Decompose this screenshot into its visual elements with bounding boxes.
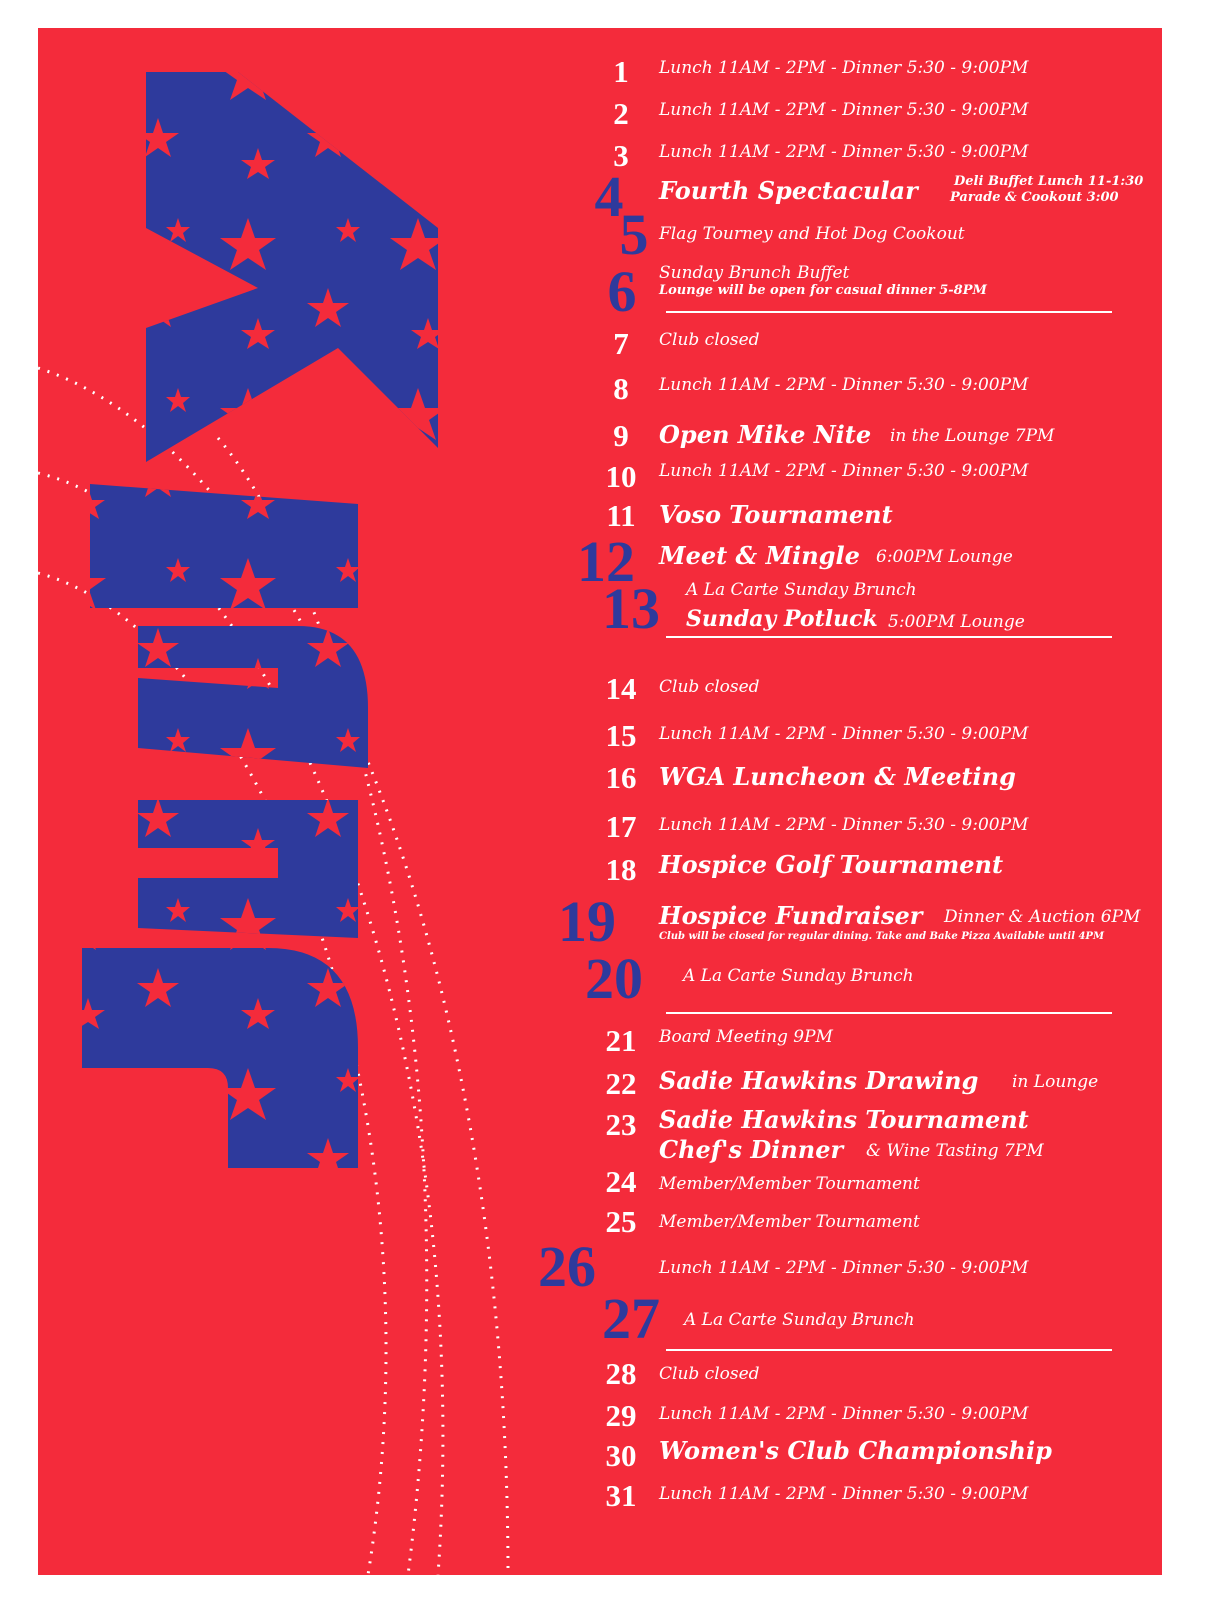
event-note: Club will be closed for regular dining. Take and Bake Pizza Available until 4PM bbox=[659, 931, 1105, 942]
title-letters bbox=[82, 72, 438, 1168]
day-number: 10 bbox=[605, 459, 637, 494]
event-title: Fourth Spectacular bbox=[659, 176, 918, 205]
day-number: 9 bbox=[613, 418, 629, 453]
day-text: Lunch 11AM - 2PM - Dinner 5:30 - 9:00PM bbox=[659, 1258, 1029, 1278]
day-row bbox=[38, 1023, 1162, 1058]
day-number: 21 bbox=[605, 1023, 637, 1058]
day-number: 12 bbox=[577, 529, 635, 594]
day-row bbox=[38, 138, 1162, 173]
day-row bbox=[38, 459, 1162, 494]
day-row bbox=[38, 1164, 1162, 1199]
day-number: 29 bbox=[605, 1398, 637, 1433]
day-row bbox=[38, 809, 1162, 844]
day-row bbox=[38, 718, 1162, 753]
day-number: 30 bbox=[605, 1438, 637, 1473]
day-text: Flag Tourney and Hot Dog Cookout bbox=[659, 224, 965, 244]
event-title: WGA Luncheon & Meeting bbox=[659, 762, 1016, 791]
event-detail: in Lounge bbox=[1012, 1072, 1099, 1092]
day-row bbox=[38, 1066, 1162, 1101]
day-row bbox=[38, 1398, 1162, 1433]
day-number: 19 bbox=[558, 889, 616, 954]
event-detail: Dinner & Auction 6PM bbox=[944, 907, 1141, 927]
day-row bbox=[38, 576, 1162, 641]
day-number: 20 bbox=[585, 946, 643, 1011]
day-text: A La Carte Sunday Brunch bbox=[686, 580, 917, 600]
day-row bbox=[38, 96, 1162, 131]
week-separator bbox=[666, 1012, 1112, 1014]
day-number: 28 bbox=[605, 1356, 637, 1391]
day-text: Lunch 11AM - 2PM - Dinner 5:30 - 9:00PM bbox=[659, 58, 1029, 78]
day-number: 17 bbox=[605, 809, 637, 844]
day-text: Lunch 11AM - 2PM - Dinner 5:30 - 9:00PM bbox=[659, 815, 1029, 835]
day-number: 18 bbox=[605, 852, 637, 887]
day-text: Lunch 11AM - 2PM - Dinner 5:30 - 9:00PM bbox=[659, 461, 1029, 481]
event-note: Deli Buffet Lunch 11-1:30 bbox=[954, 174, 1144, 189]
event-title: Meet & Mingle bbox=[659, 541, 860, 570]
day-row bbox=[38, 1105, 1162, 1164]
day-number: 1 bbox=[613, 54, 629, 89]
day-number: 23 bbox=[605, 1107, 637, 1142]
day-number: 25 bbox=[605, 1204, 637, 1239]
day-number: 11 bbox=[606, 498, 636, 533]
day-text: Member/Member Tournament bbox=[659, 1174, 920, 1194]
day-number: 5 bbox=[619, 202, 649, 267]
day-number: 16 bbox=[605, 760, 637, 795]
day-number: 15 bbox=[605, 718, 637, 753]
event-title: Sadie Hawkins Drawing bbox=[659, 1066, 979, 1095]
event-note: Parade & Cookout 3:00 bbox=[950, 190, 1119, 205]
day-row bbox=[38, 946, 1162, 1011]
event-title: Hospice Golf Tournament bbox=[659, 850, 1004, 879]
day-text: Lunch 11AM - 2PM - Dinner 5:30 - 9:00PM bbox=[659, 142, 1029, 162]
day-text: Club closed bbox=[659, 1364, 760, 1384]
day-row bbox=[38, 498, 1162, 533]
day-number: 14 bbox=[605, 671, 637, 706]
day-row bbox=[38, 371, 1162, 406]
day-text: Lunch 11AM - 2PM - Dinner 5:30 - 9:00PM bbox=[659, 375, 1029, 395]
day-text: Lunch 11AM - 2PM - Dinner 5:30 - 9:00PM bbox=[659, 724, 1029, 744]
day-row bbox=[38, 889, 1162, 954]
day-text: Club closed bbox=[659, 677, 760, 697]
day-number: 24 bbox=[605, 1164, 637, 1199]
day-row bbox=[38, 1436, 1162, 1473]
day-row bbox=[38, 54, 1162, 89]
day-text: Lunch 11AM - 2PM - Dinner 5:30 - 9:00PM bbox=[659, 1404, 1029, 1424]
day-number: 8 bbox=[613, 371, 629, 406]
event-title: Women's Club Championship bbox=[659, 1436, 1052, 1465]
day-row bbox=[38, 1286, 1162, 1351]
day-row bbox=[38, 418, 1162, 453]
day-row bbox=[38, 850, 1162, 887]
week-separator bbox=[666, 636, 1112, 638]
event-title: Sunday Potluck bbox=[686, 606, 878, 632]
day-number: 3 bbox=[613, 138, 629, 173]
event-title: Chef's Dinner bbox=[659, 1135, 844, 1164]
event-note: Lounge will be open for casual dinner 5-8PM bbox=[659, 283, 987, 298]
day-text: A La Carte Sunday Brunch bbox=[683, 966, 914, 986]
day-row bbox=[38, 164, 1162, 229]
day-row bbox=[38, 326, 1162, 361]
day-row bbox=[38, 202, 1162, 267]
day-number: 13 bbox=[602, 576, 660, 641]
event-title: Voso Tournament bbox=[659, 500, 893, 529]
week-separator bbox=[666, 311, 1112, 313]
day-number: 4 bbox=[594, 164, 624, 229]
event-detail: in the Lounge 7PM bbox=[890, 426, 1055, 446]
day-text: A La Carte Sunday Brunch bbox=[684, 1310, 915, 1330]
day-number: 26 bbox=[538, 1234, 596, 1299]
day-row bbox=[38, 259, 1162, 324]
day-text: Lunch 11AM - 2PM - Dinner 5:30 - 9:00PM bbox=[659, 1484, 1029, 1504]
event-title: Hospice Fundraiser bbox=[659, 901, 923, 930]
day-row bbox=[38, 1356, 1162, 1391]
day-row bbox=[38, 671, 1162, 706]
day-number: 27 bbox=[602, 1286, 660, 1351]
day-text: Club closed bbox=[659, 330, 760, 350]
event-detail: 6:00PM Lounge bbox=[876, 547, 1013, 567]
day-text: Lunch 11AM - 2PM - Dinner 5:30 - 9:00PM bbox=[659, 100, 1029, 120]
day-text: Member/Member Tournament bbox=[659, 1212, 920, 1232]
day-number: 22 bbox=[605, 1066, 637, 1101]
event-title: Sadie Hawkins Tournament bbox=[659, 1105, 1029, 1134]
poster bbox=[38, 28, 1162, 1575]
event-title: Open Mike Nite bbox=[659, 420, 872, 449]
day-text: Sunday Brunch Buffet bbox=[659, 263, 850, 283]
week-separator bbox=[666, 1349, 1112, 1351]
day-row bbox=[38, 1478, 1162, 1513]
day-number: 6 bbox=[607, 259, 637, 324]
day-row bbox=[38, 1234, 1162, 1299]
event-detail: & Wine Tasting 7PM bbox=[866, 1141, 1044, 1161]
day-number: 7 bbox=[613, 326, 629, 361]
day-row bbox=[38, 1204, 1162, 1239]
day-row bbox=[38, 760, 1162, 795]
event-detail: 5:00PM Lounge bbox=[888, 612, 1025, 632]
day-number: 2 bbox=[613, 96, 629, 131]
day-text: Board Meeting 9PM bbox=[659, 1027, 833, 1047]
day-number: 31 bbox=[605, 1478, 637, 1513]
